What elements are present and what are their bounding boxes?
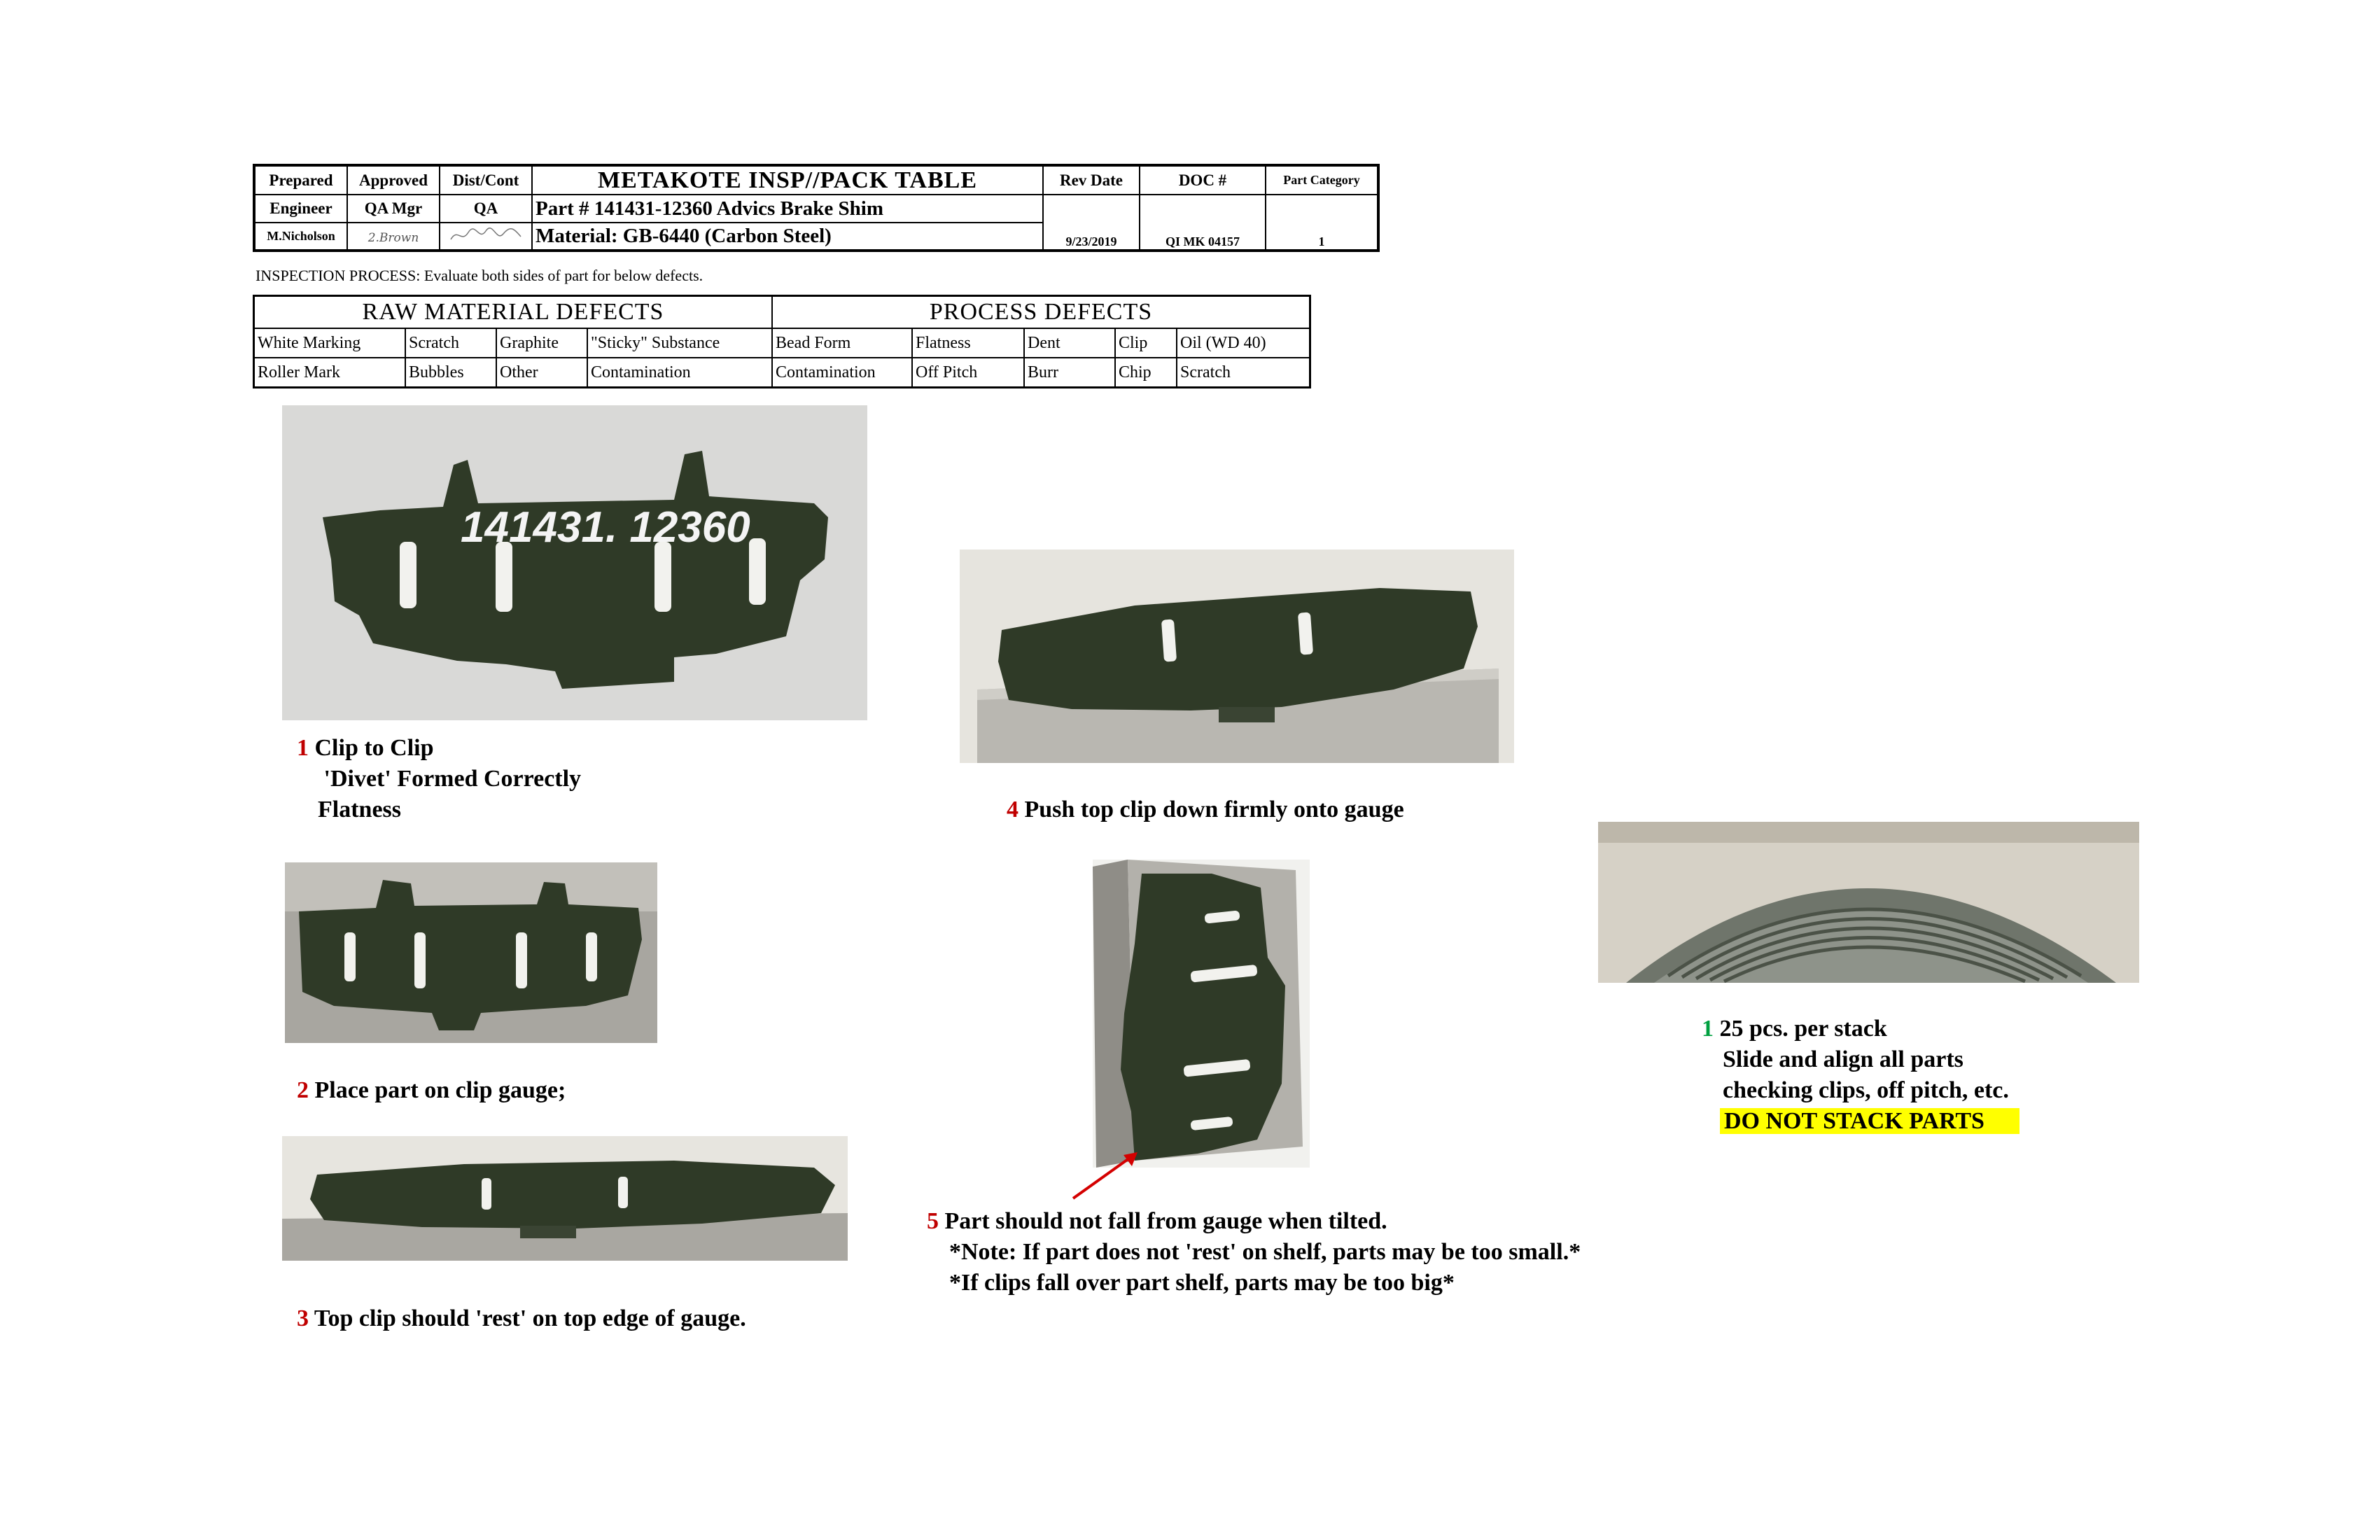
- step-2-text: Place part on clip gauge;: [314, 1077, 566, 1103]
- role-engineer: Engineer: [254, 195, 347, 223]
- step-4-number: 4: [1007, 797, 1018, 822]
- defect-cell: Roller Mark: [254, 358, 406, 388]
- step-3-text: Top clip should 'rest' on top edge of gauge.: [314, 1306, 746, 1331]
- packing-number: 1: [1702, 1016, 1714, 1042]
- process-defects-title: PROCESS DEFECTS: [772, 296, 1310, 329]
- photo-push-clip: [960, 550, 1514, 763]
- stack-image: [1598, 822, 2139, 983]
- defect-cell: Scratch: [1177, 358, 1310, 388]
- col-rev-date: Rev Date: [1043, 165, 1140, 195]
- step-5-line-2: *Note: If part does not 'rest' on shelf, parts may be too small.*: [949, 1239, 1581, 1265]
- step-4-caption: [1007, 794, 1404, 825]
- dist-signature: [440, 223, 532, 251]
- col-prepared: Prepared: [254, 165, 347, 195]
- step-1-caption: [297, 733, 581, 825]
- step-5-line-1: Part should not fall from gauge when tilted.: [944, 1208, 1387, 1234]
- step-1-number: 1: [297, 735, 309, 761]
- col-approved: Approved: [347, 165, 440, 195]
- defect-cell: Chip: [1115, 358, 1177, 388]
- photo-part-marked: [282, 405, 867, 720]
- raw-material-defects-title: RAW MATERIAL DEFECTS: [254, 296, 773, 329]
- tilted-gauge-image: [1093, 860, 1310, 1168]
- gauge-image-3: [282, 1136, 848, 1261]
- packing-line-3: checking clips, off pitch, etc.: [1723, 1077, 2009, 1103]
- defects-table: [253, 295, 1311, 388]
- defect-cell: Bubbles: [405, 358, 496, 388]
- col-dist-cont: Dist/Cont: [440, 165, 532, 195]
- photo-tilted-gauge: [1093, 860, 1310, 1168]
- role-qa-mgr: QA Mgr: [347, 195, 440, 223]
- red-arrow-icon: [1068, 1148, 1144, 1204]
- photo-clip-gauge: [285, 862, 657, 1043]
- defect-cell: Contamination: [772, 358, 912, 388]
- step-5-line-3: *If clips fall over part shelf, parts may be too big*: [949, 1270, 1455, 1296]
- step-5-caption: [927, 1206, 1581, 1298]
- photo-top-clip-rest: [282, 1136, 848, 1261]
- brake-shim-image: [282, 405, 867, 720]
- defect-cell: "Sticky" Substance: [587, 328, 772, 358]
- part-marking-text: 141431. 12360: [461, 503, 750, 552]
- step-1-line-2: 'Divet' Formed Correctly: [318, 766, 582, 792]
- preparer-name: M.Nicholson: [254, 223, 347, 251]
- step-3-number: 3: [297, 1306, 309, 1331]
- col-doc-number: DOC #: [1140, 165, 1266, 195]
- defect-cell: Oil (WD 40): [1177, 328, 1310, 358]
- defect-cell: Other: [496, 358, 587, 388]
- defect-cell: Graphite: [496, 328, 587, 358]
- step-2-caption: [297, 1075, 566, 1106]
- header-table: [253, 164, 1380, 252]
- defect-cell: Clip: [1115, 328, 1177, 358]
- doc-title: METAKOTE INSP//PACK TABLE: [532, 165, 1043, 195]
- defect-cell: Dent: [1024, 328, 1115, 358]
- part-number: Part # 141431-12360 Advics Brake Shim: [532, 195, 1043, 223]
- role-qa: QA: [440, 195, 532, 223]
- packing-line-2: Slide and align all parts: [1723, 1046, 1963, 1072]
- defect-cell: Scratch: [405, 328, 496, 358]
- packing-caption: [1702, 1014, 2019, 1137]
- gauge-image-2: [285, 862, 657, 1043]
- step-3-caption: [297, 1303, 746, 1334]
- material: Material: GB-6440 (Carbon Steel): [532, 223, 1043, 251]
- step-2-number: 2: [297, 1077, 309, 1103]
- rev-date-value: 9/23/2019: [1043, 195, 1140, 251]
- defect-cell: Bead Form: [772, 328, 912, 358]
- step-5-number: 5: [927, 1208, 939, 1234]
- approver-signature-text: 2.Brown: [368, 230, 419, 245]
- step-1-line-1: Clip to Clip: [314, 735, 434, 761]
- defect-cell: Contamination: [587, 358, 772, 388]
- inspection-process-note: INSPECTION PROCESS: Evaluate both sides of part for below defects.: [255, 267, 704, 284]
- approver-signature: [347, 223, 440, 251]
- doc-number-value: QI MK 04157: [1140, 195, 1266, 251]
- col-part-category: Part Category: [1266, 165, 1378, 195]
- defect-cell: Flatness: [912, 328, 1024, 358]
- defect-cell: Off Pitch: [912, 358, 1024, 388]
- step-1-line-3: Flatness: [318, 797, 401, 822]
- signature-scribble: [447, 224, 524, 245]
- gauge-image: [960, 550, 1514, 763]
- defect-cell: White Marking: [254, 328, 406, 358]
- packing-line-1: 25 pcs. per stack: [1719, 1016, 1887, 1042]
- do-not-stack-warning: DO NOT STACK PARTS: [1720, 1108, 2019, 1134]
- photo-stacked-parts: [1598, 822, 2139, 983]
- part-category-value: 1: [1266, 195, 1378, 251]
- step-4-text: Push top clip down firmly onto gauge: [1024, 797, 1404, 822]
- defect-cell: Burr: [1024, 358, 1115, 388]
